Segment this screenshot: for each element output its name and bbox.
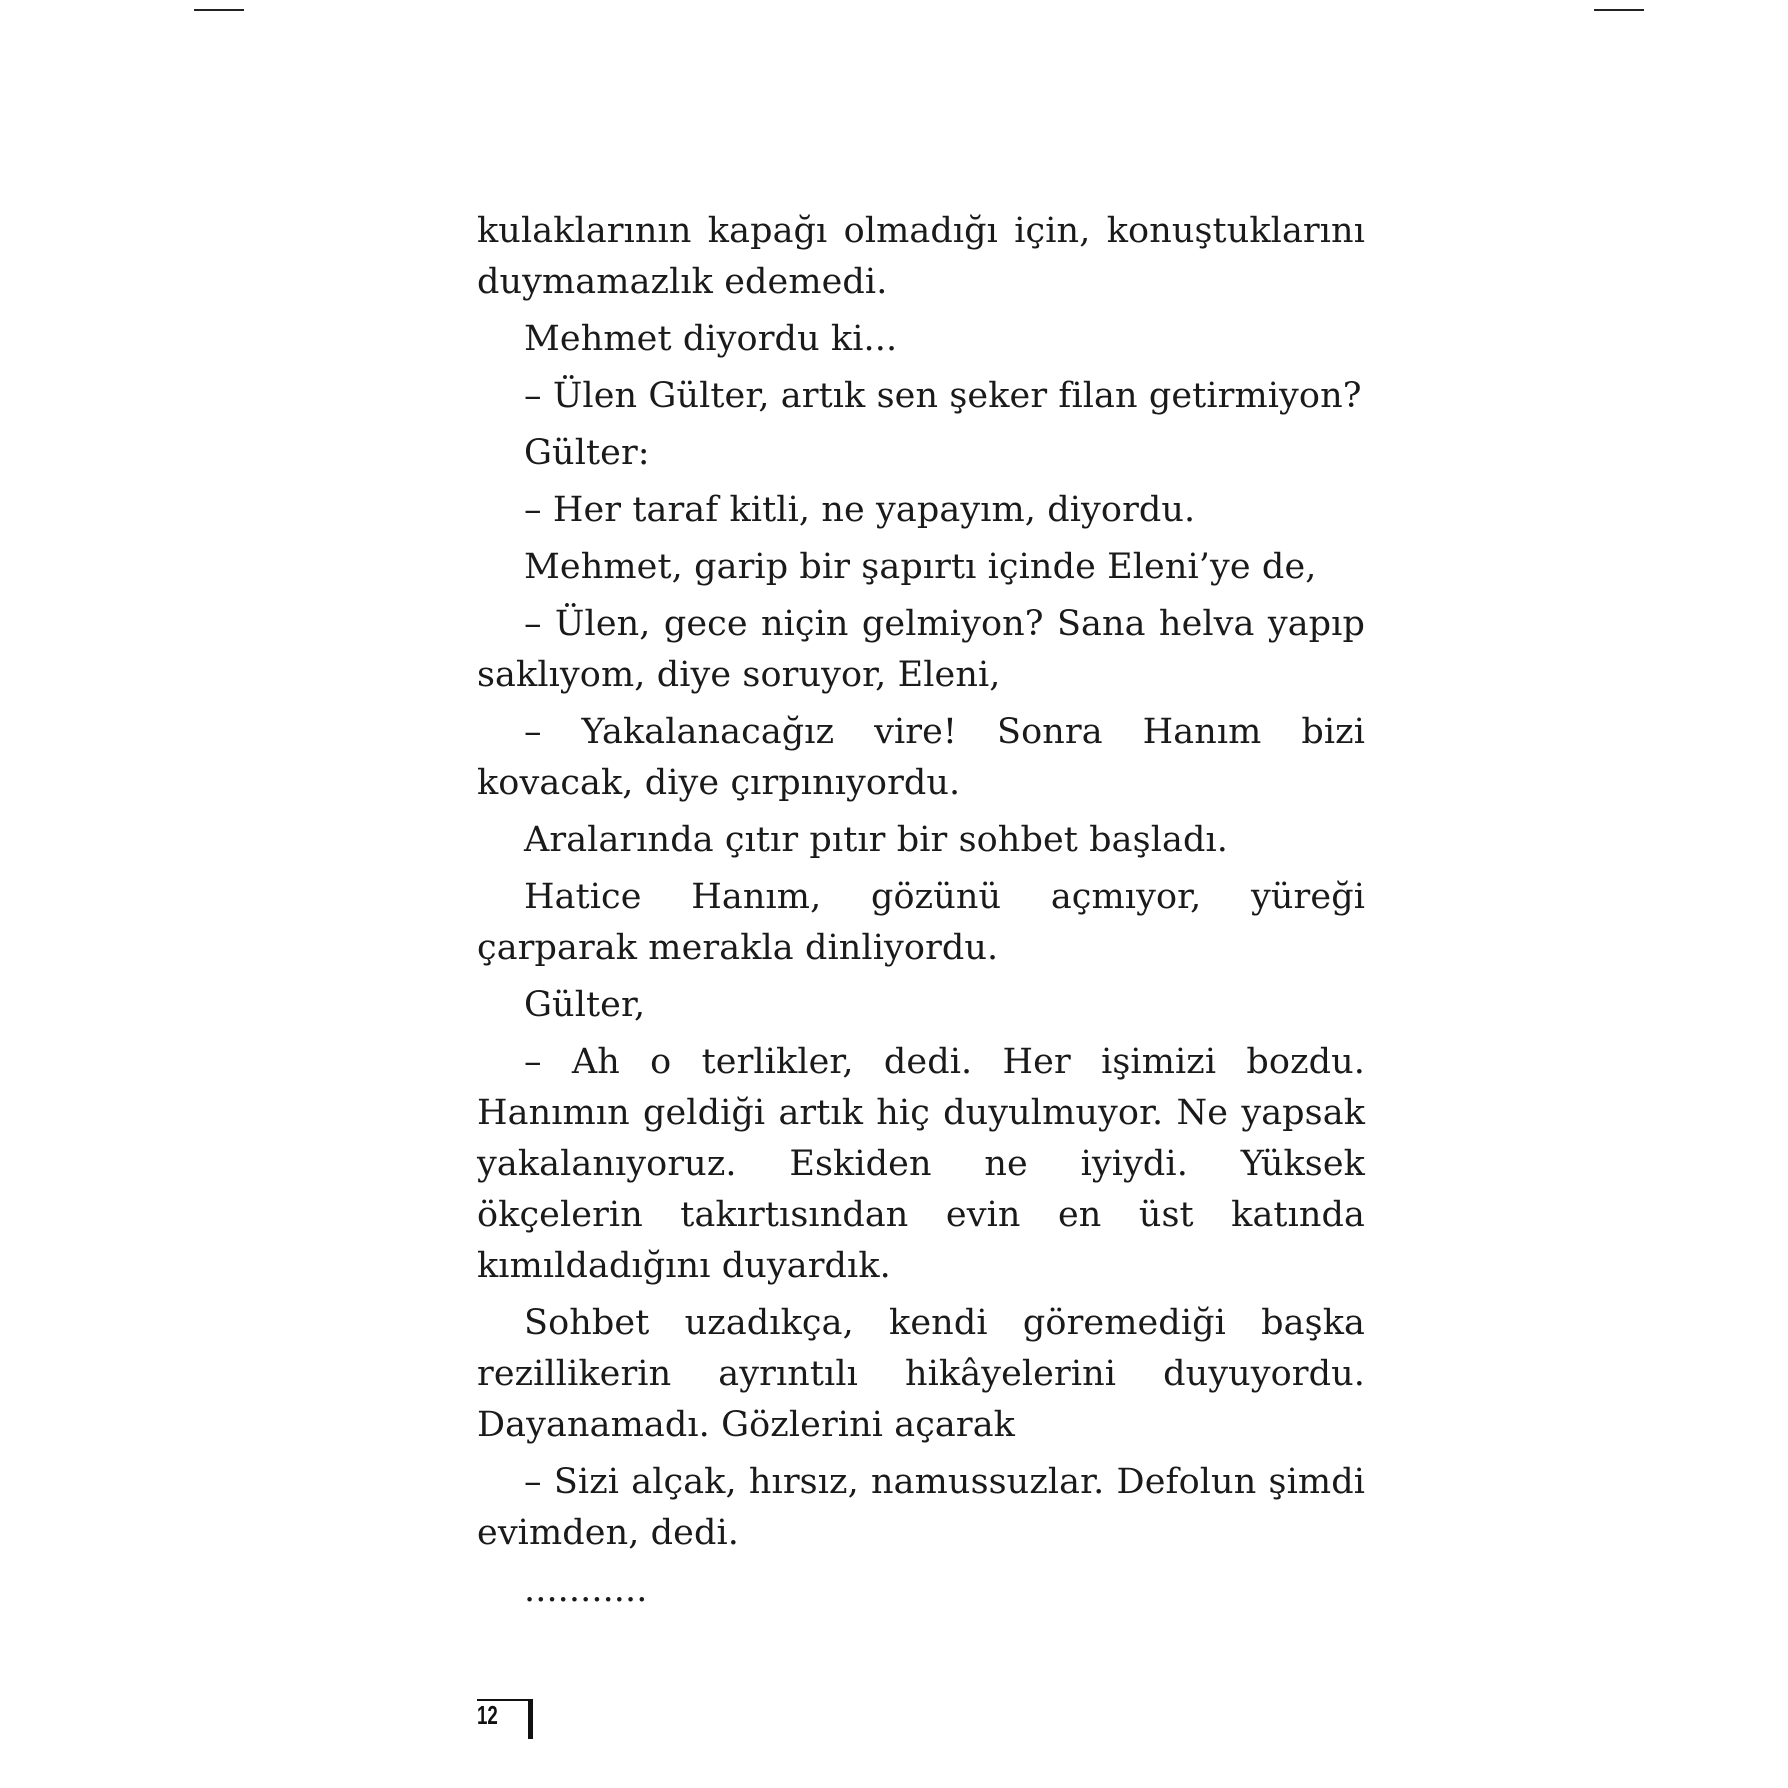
paragraph: Aralarında çıtır pıtır bir sohbet başladı. [524,820,1228,860]
paragraph: Sohbet uzadıkça, kendi göremediği başka rezillikerin ayrıntılı hikâyelerini duyuyordu. Dayanamadı. Gözlerini açarak [477,1303,1365,1445]
paragraph: Mehmet, garip bir şapırtı içinde Eleni’ye de, [524,547,1317,587]
paragraph: Gülter, [524,985,646,1025]
paragraph: Gülter: [524,433,650,473]
paragraph: kulaklarının kapağı olmadığı için, konuştuklarını duymamazlık edemedi. [477,211,1365,302]
crop-mark-right [1594,9,1644,11]
paragraph: – Ülen, gece niçin gelmiyon? Sana helva yapıp saklıyom, diye soruyor, Eleni, [477,604,1365,695]
paragraph: – Ülen Gülter, artık sen şeker filan getirmiyon? [524,376,1362,416]
paragraph: Hatice Hanım, gözünü açmıyor, yüreği çarparak merakla dinliyordu. [477,877,1365,968]
paragraph: – Her taraf kitli, ne yapayım, diyordu. [524,490,1196,530]
paragraph: ........... [524,1570,648,1610]
crop-mark-left [194,9,244,11]
body-text [477,206,1365,1622]
paragraph: Mehmet diyordu ki... [524,319,898,359]
page-number: 12 [477,1700,498,1730]
paragraph: – Ah o terlikler, dedi. Her işimizi bozdu. Hanımın geldiği artık hiç duyulmuyor. Ne yapsak yakalanıyoruz. Eskiden ne iyiydi. Yüksek ökçelerin takırtısından evin en üst katında kımıldadığını duyardık. [477,1042,1365,1286]
folio-rule-vertical [528,1699,533,1739]
paragraph: – Yakalanacağız vire! Sonra Hanım bizi kovacak, diye çırpınıyordu. [477,712,1365,803]
paragraph: – Sizi alçak, hırsız, namussuzlar. Defolun şimdi evimden, dedi. [477,1462,1365,1553]
